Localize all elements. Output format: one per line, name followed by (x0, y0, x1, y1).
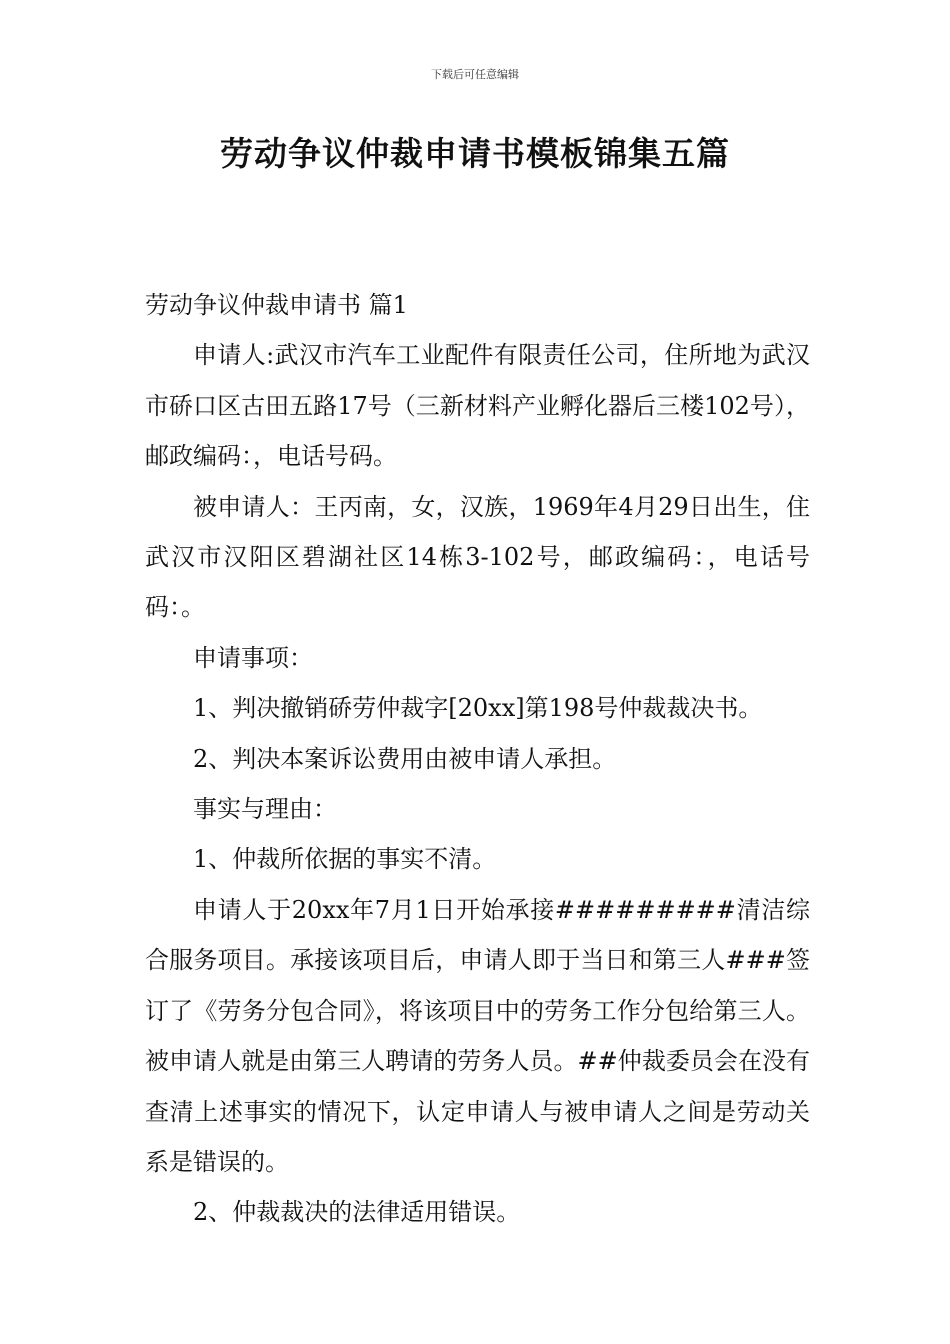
header-note: 下载后可任意编辑 (431, 68, 519, 81)
fact-detail-paragraph: 申请人于20xx年7月1日开始承接#########清洁综合服务项目。承接该项目后，申请人即于当日和第三人###签订了《劳务分包合同》，将该项目中的劳务工作分包给第三人。被申请人就是由第三人聘请的劳务人员。##仲裁委员会在没有查清上述事实的情况下，认定申请人与被申请人之间是劳动关系是错误的。 (145, 895, 810, 1176)
fact-item-2: 2、仲裁裁决的法律适用错误。 (193, 1198, 521, 1227)
facts-heading: 事实与理由： (193, 795, 337, 824)
section-heading: 劳动争议仲裁申请书 篇1 (145, 291, 408, 319)
request-item-2: 2、判决本案诉讼费用由被申请人承担。 (193, 744, 617, 773)
request-item-1: 1、判决撤销硚劳仲裁字[20xx]第198号仲裁裁决书。 (193, 694, 763, 723)
document-body (145, 280, 810, 1238)
requests-heading: 申请事项： (193, 643, 313, 672)
document-title: 劳动争议仲裁申请书模板锦集五篇 (220, 134, 730, 173)
applicant-paragraph: 申请人:武汉市汽车工业配件有限责任公司，住所地为武汉市硚口区古田五路17号（三新材料产业孵化器后三楼102号），邮政编码：，电话号码。 (145, 341, 810, 471)
fact-item-1: 1、仲裁所依据的事实不清。 (193, 845, 497, 874)
respondent-paragraph: 被申请人：王丙南，女，汉族，1969年4月29日出生，住武汉市汉阳区碧湖社区14栋3-102号，邮政编码：，电话号码：。 (145, 492, 810, 622)
